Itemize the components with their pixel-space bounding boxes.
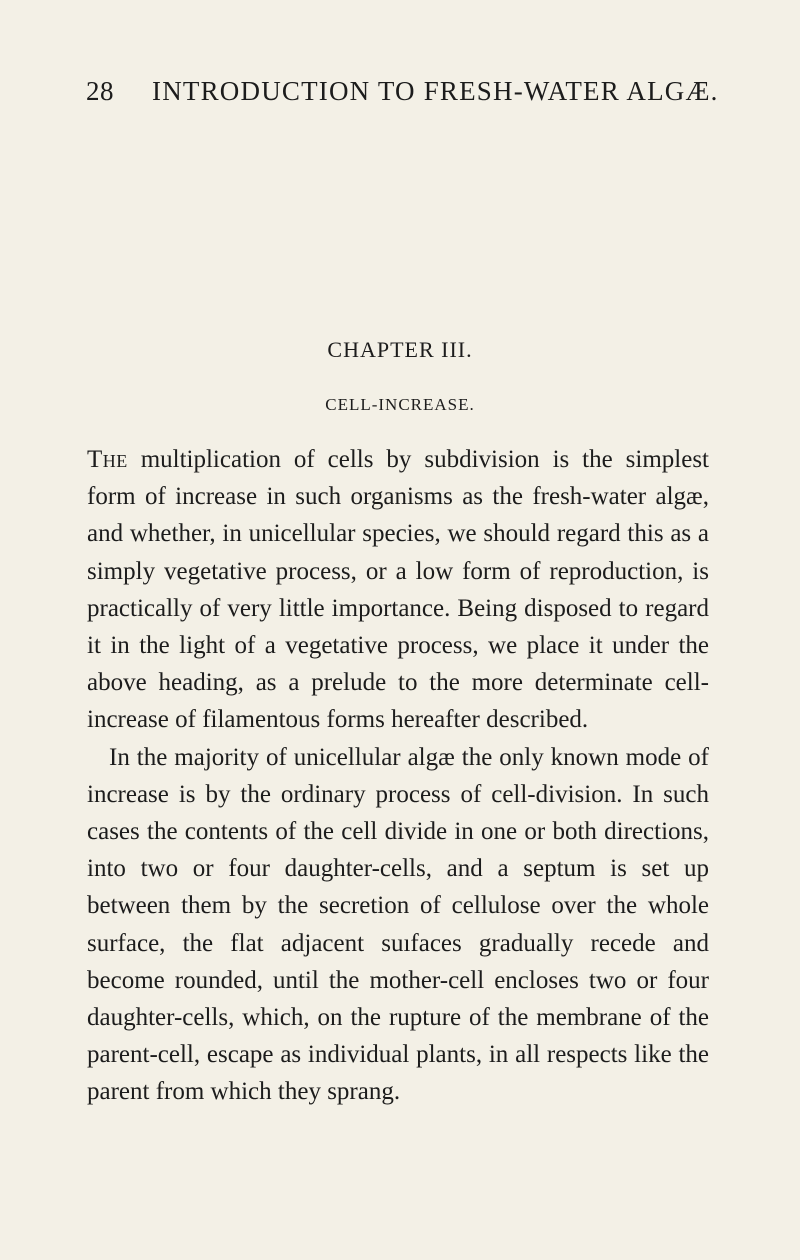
paragraph-1-text: multiplication of cells by subdivision is the simplest form of increase in such organisms as the fresh-water algæ, and whether, in unicellular species, we should regard this as a simply vegetative process, or a low form of reproduction, is practically of very little importance. Being disposed to regard it in the light of a vegetative process, we place it under the above heading, as a prelude to the more determinate cell-increase of filamentous forms hereafter described. bbox=[87, 446, 709, 734]
chapter-heading: CHAPTER III. bbox=[327, 337, 473, 362]
paragraph-1 bbox=[87, 441, 709, 739]
body-text bbox=[87, 441, 709, 1111]
page-number: 28 bbox=[86, 76, 114, 106]
running-head bbox=[86, 76, 719, 116]
running-title: INTRODUCTION TO FRESH-WATER ALGÆ. bbox=[152, 76, 719, 106]
section-heading: CELL-INCREASE. bbox=[325, 395, 475, 414]
paragraph-2: In the majority of unicellular algæ the only known mode of increase is by the ordinary process of cell-division. In such cases the contents of the cell divide in one or both directions, into two or four daughter-cells, and a septum is set up between them by the secretion of cellulose over the whole surface, the flat adjacent suıfaces gradually recede and become rounded, until the mother-cell encloses two or four daughter-cells, which, on the rupture of the membrane of the parent-cell, escape as individual plants, in all respects like the parent from which they sprang. bbox=[87, 743, 709, 1106]
paragraph-1-lead: The bbox=[87, 446, 128, 473]
